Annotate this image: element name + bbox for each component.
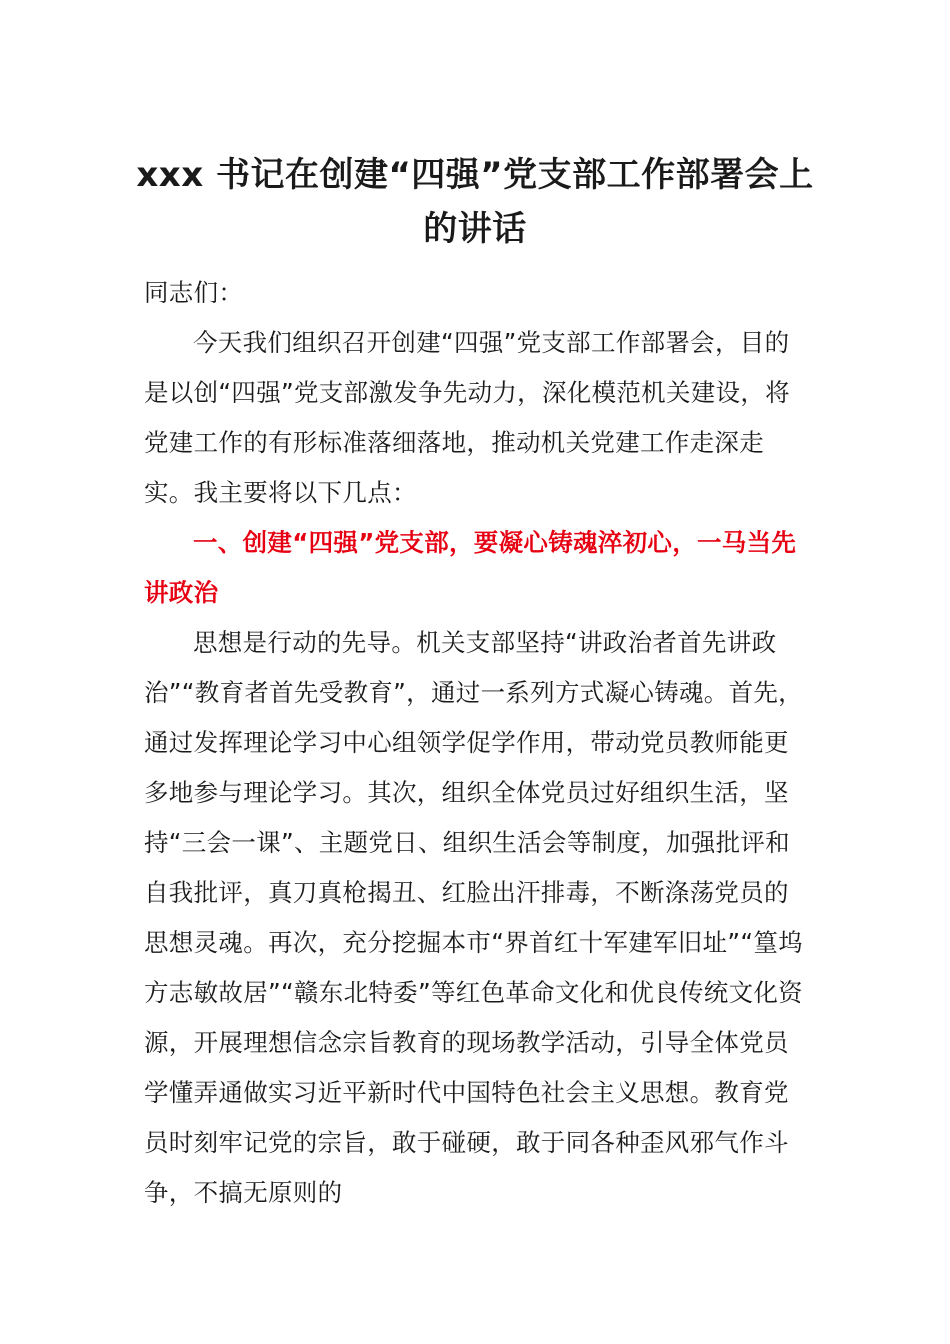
section-heading-1: 一、创建“四强”党支部，要凝心铸魂淬初心，一马当先讲政治 [144, 528, 797, 607]
document-body [144, 268, 806, 1218]
intro-paragraph: 今天我们组织召开创建“四强”党支部工作部署会，目的是以创“四强”党支部激发争先动力，深化模范机关建设，将党建工作的有形标准落细落地，推动机关党建工作走深走实。我主要将以下几点： [144, 328, 790, 507]
body-paragraph-1: 思想是行动的先导。机关支部坚持“讲政治者首先讲政治”“教育者首先受教育”，通过一系列方式凝心铸魂。首先，通过发挥理论学习中心组领学促学作用，带动党员教师能更多地参与理论学习。其次，组织全体党员过好组织生活，坚持“三会一课”、主题党日、组织生活会等制度，加强批评和自我批评，真刀真枪揭丑、红脸出汗排毒，不断涤荡党员的思想灵魂。再次，充分挖掘本市“界首红十军建军旧址”“篁坞方志敏故居”“赣东北特委”等红色革命文化和优良传统文化资源，开展理想信念宗旨教育的现场教学活动，引导全体党员学懂弄通做实习近平新时代中国特色社会主义思想。教育党员时刻牢记党的宗旨，敢于碰硬，敢于同各种歪风邪气作斗争，不搞无原则的 [144, 628, 803, 1207]
salutation: 同志们： [144, 278, 244, 307]
document-title: xxx 书记在创建“四强”党支部工作部署会上的讲话 [136, 155, 814, 249]
